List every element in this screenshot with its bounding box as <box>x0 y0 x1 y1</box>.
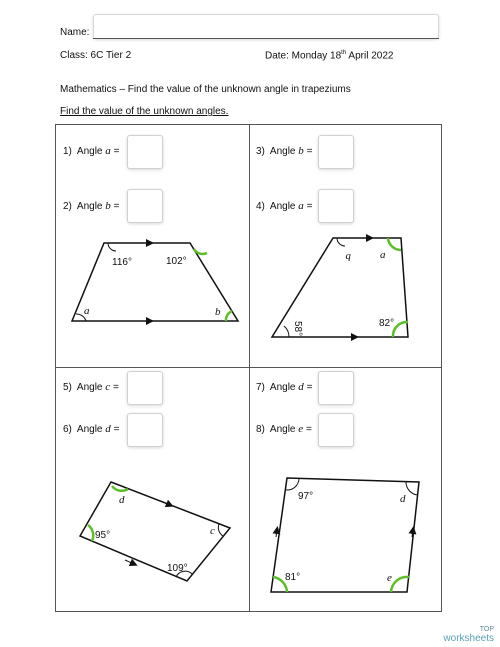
question-6: 6) Angle d = <box>63 423 120 435</box>
parallel-arrow <box>161 501 170 505</box>
trapezium-3 <box>80 482 230 581</box>
trapezium-1-shape <box>72 243 238 321</box>
angle-variable: d <box>400 493 406 505</box>
angle-arc <box>284 326 289 337</box>
angle-label: 81° <box>285 572 301 583</box>
angle-arc-green <box>391 577 409 592</box>
angle-variable: a <box>380 249 386 261</box>
angle-label: 102° <box>166 256 187 267</box>
trapezium-4 <box>271 478 419 592</box>
name-label: Name: <box>60 27 90 38</box>
angle-arc-green <box>388 238 401 250</box>
parallel-arrow <box>125 560 134 564</box>
angle-arc-green <box>393 322 408 337</box>
angle-variable: c <box>210 525 215 537</box>
angle-label: 109° <box>167 563 188 574</box>
angle-arc <box>406 482 418 495</box>
question-1: 1) Angle a = <box>63 145 120 157</box>
question-5: 5) Angle c = <box>63 381 119 393</box>
angle-variable: b <box>345 251 351 263</box>
angle-label: 95° <box>95 530 111 541</box>
angle-arc <box>337 238 345 246</box>
question-7: 7) Angle d = <box>256 381 313 393</box>
brand-logo: TOP worksheets <box>443 626 494 644</box>
date-text: Date: Monday 18th April 2022 <box>265 50 394 62</box>
question-2: 2) Angle b = <box>63 200 120 212</box>
question-8: 8) Angle e = <box>256 423 312 435</box>
question-4: 4) Angle a = <box>256 200 313 212</box>
instruction-text: Find the value of the unknown angles. <box>60 106 229 117</box>
angle-variable: d <box>119 494 125 506</box>
question-3: 3) Angle b = <box>256 145 313 157</box>
angle-label: 116° <box>112 257 132 268</box>
subject-line: Mathematics – Find the value of the unknown angle in trapeziums <box>60 84 351 95</box>
trapezium-1 <box>72 243 238 321</box>
class-text: Class: 6C Tier 2 <box>60 50 132 61</box>
parallel-arrow <box>276 530 277 537</box>
angle-arc-green <box>88 525 93 541</box>
angle-variable: b <box>215 306 221 318</box>
angle-arc <box>108 243 116 251</box>
angle-variable: e <box>387 572 392 584</box>
angle-arc-green <box>226 311 232 321</box>
angle-label: 58° <box>292 321 303 337</box>
angle-variable: a <box>84 305 90 317</box>
angle-arc <box>286 479 299 490</box>
trapezium-2 <box>272 238 408 337</box>
angle-label: 97° <box>298 491 314 502</box>
angle-label: 82° <box>379 318 395 329</box>
